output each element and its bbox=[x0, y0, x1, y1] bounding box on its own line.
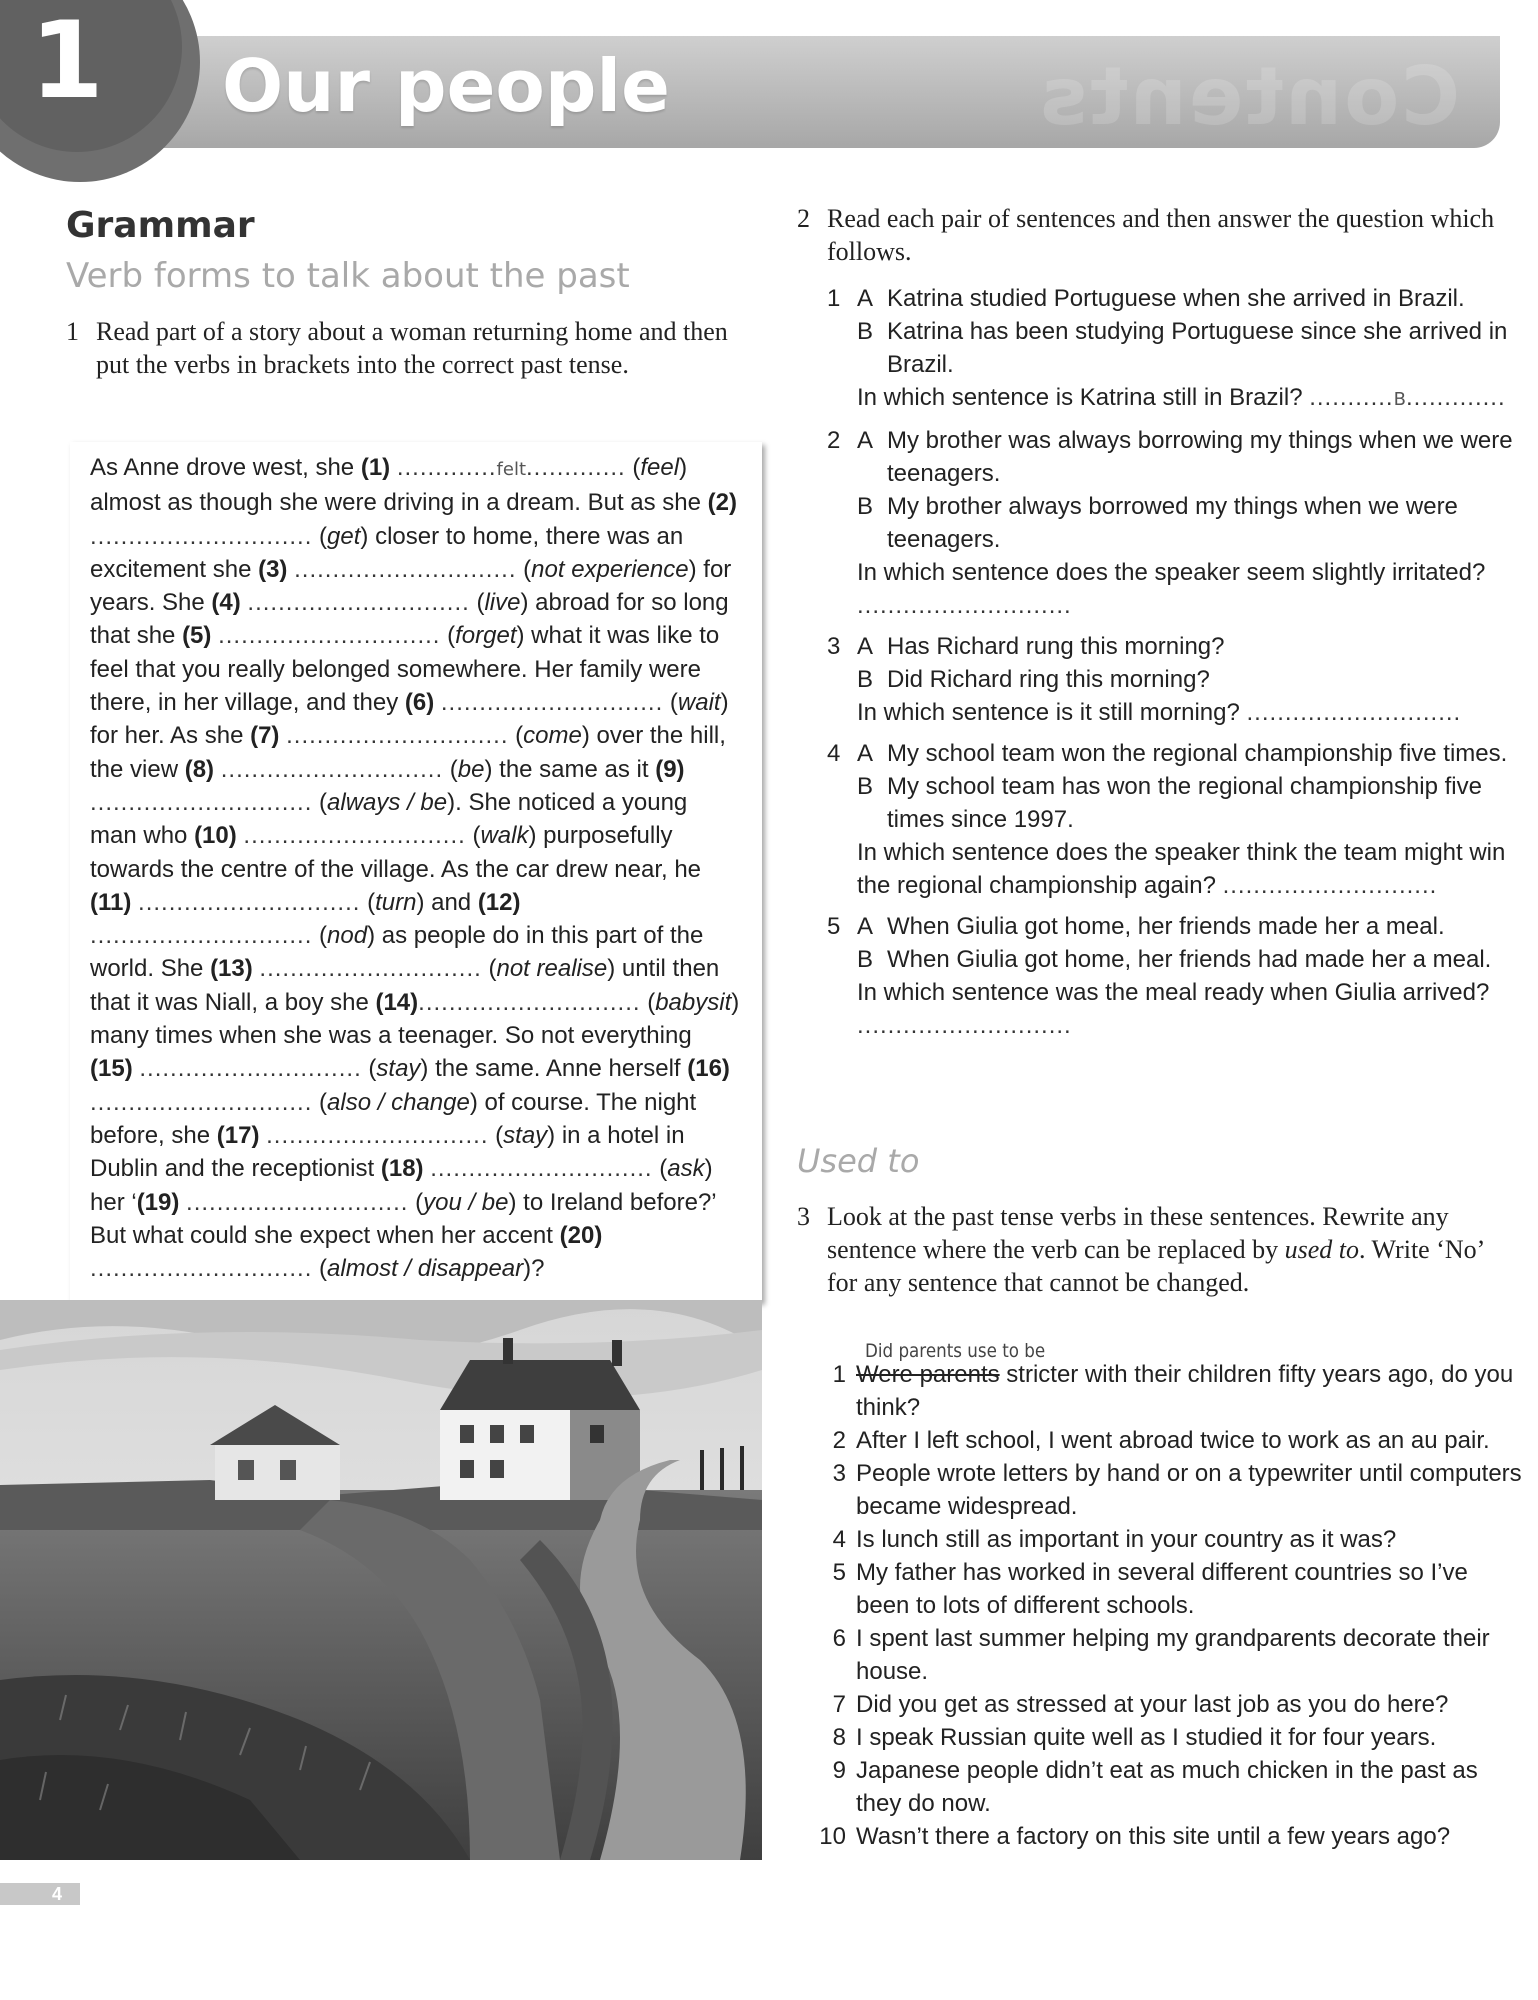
exercise-3-list bbox=[812, 1358, 1527, 1853]
question-option-a bbox=[827, 737, 1527, 770]
question-number: 4 bbox=[827, 740, 841, 767]
instruction-part: . Write ‘No’ for any sentence that cannot be changed. bbox=[827, 1235, 1484, 1297]
question-option-b bbox=[827, 943, 1527, 976]
page-number-tab bbox=[0, 1883, 80, 1905]
used-to-heading: Used to bbox=[797, 1142, 920, 1180]
handwritten-answer: felt bbox=[496, 459, 527, 480]
section-title: Grammar bbox=[66, 205, 255, 246]
story-text: As Anne drove west, she (1) .............felt............. (feel) almost as though she were driving in a dream. But as she (2) ............................. (get) closer to home, there was an excitement she (3) ............................. (not experience) for years. She (4) ............................. (live) abroad for so long that she (5) ............................. (forget) what it was like to feel that you really belonged somewhere. Her family were there, in her village, and they (6) ............................. (wait) for her. As she (7) ............................. (come) over the hill, the view (8) ............................. (be) the same as it (9) ............................. (always / be). She noticed a young man who (10) ............................. (walk) purposefully towards the centre of the village. As the car drew near, he (11) ............................. (turn) and (12) ............................. (nod) as people do in this part of the world. She (13) ............................. (not realise) until then that it was Niall, a boy she (14)............................. (babysit) many times when she was a teenager. So not everything (15) ............................. (stay) the same. Anne herself (16) ............................. (also / change) of course. The night before, she (17) ............................. (stay) in a hotel in Dublin and the receptionist (18) ............................. (ask) her ‘(19) ............................. (you / be) to Ireland before?’ But what could she expect when her accent (20) ............................. (almost / disappear)? bbox=[90, 454, 740, 1283]
exercise-text: Read each pair of sentences and then answer the question which follows. bbox=[827, 204, 1495, 266]
struck-text: Were parents bbox=[856, 1361, 1000, 1388]
question-option-a bbox=[827, 424, 1527, 490]
banner-watermark-text: Contents bbox=[1038, 50, 1460, 143]
item-number: 8 bbox=[832, 1724, 846, 1751]
option-letter: A bbox=[857, 740, 874, 767]
item-text: After I left school, I went abroad twice to work as an au pair. bbox=[856, 1427, 1490, 1454]
handwritten-answer: B bbox=[1393, 389, 1406, 410]
option-text: When Giulia got home, her friends made her a meal. bbox=[887, 913, 1445, 940]
list-item bbox=[812, 1820, 1527, 1853]
exercise-number: 1 bbox=[66, 317, 79, 346]
item-number: 6 bbox=[832, 1625, 846, 1652]
question-option-a bbox=[827, 630, 1527, 663]
handwritten-correction: Did parents use to be bbox=[865, 1340, 1046, 1362]
option-text: My school team won the regional championship five times. bbox=[887, 740, 1508, 767]
option-letter: A bbox=[857, 427, 874, 454]
list-item bbox=[827, 424, 1527, 622]
list-item bbox=[812, 1523, 1527, 1556]
question-option-b bbox=[827, 663, 1527, 696]
item-text: I speak Russian quite well as I studied it for four years. bbox=[856, 1724, 1437, 1751]
option-letter: A bbox=[857, 285, 874, 312]
item-text: Japanese people didn’t eat as much chicken in the past as they do now. bbox=[856, 1757, 1478, 1817]
option-letter: B bbox=[857, 318, 874, 345]
question-option-b bbox=[827, 770, 1527, 836]
item-number: 4 bbox=[832, 1526, 846, 1553]
list-item bbox=[827, 910, 1527, 1042]
option-letter: B bbox=[857, 666, 874, 693]
option-text: Katrina has been studying Portuguese since she arrived in Brazil. bbox=[887, 318, 1508, 378]
item-text: People wrote letters by hand or on a typewriter until computers became widespread. bbox=[856, 1460, 1522, 1520]
option-text: Has Richard rung this morning? bbox=[887, 633, 1225, 660]
question-number: 2 bbox=[827, 427, 841, 454]
question-option-a bbox=[827, 282, 1527, 315]
option-text: My school team has won the regional championship five times since 1997. bbox=[887, 773, 1482, 833]
item-number: 9 bbox=[832, 1757, 846, 1784]
list-item bbox=[827, 282, 1527, 416]
exercise-text: Read part of a story about a woman returning home and then put the verbs in brackets into the correct past tense. bbox=[96, 317, 728, 379]
question-prompt: In which sentence does the speaker think the team might win the regional championship again? ............................ bbox=[857, 839, 1506, 899]
exercise-2-list bbox=[827, 282, 1527, 1050]
option-text: Did Richard ring this morning? bbox=[887, 666, 1210, 693]
question-prompt: In which sentence is Katrina still in Brazil? ...........B............. bbox=[857, 384, 1506, 411]
list-item bbox=[812, 1721, 1527, 1754]
option-text: My brother was always borrowing my things when we were teenagers. bbox=[887, 427, 1513, 487]
option-letter: B bbox=[857, 946, 874, 973]
list-item bbox=[812, 1358, 1527, 1424]
question-number: 1 bbox=[827, 285, 841, 312]
list-item bbox=[812, 1754, 1527, 1820]
item-text: My father has worked in several different countries so I’ve been to lots of different schools. bbox=[856, 1559, 1468, 1619]
question-prompt: In which sentence was the meal ready when Giulia arrived? ............................ bbox=[857, 979, 1490, 1039]
item-number: 2 bbox=[832, 1427, 846, 1454]
exercise-3-instruction bbox=[797, 1200, 1517, 1299]
question-prompt: In which sentence is it still morning? ............................ bbox=[857, 699, 1462, 726]
landscape-photo bbox=[0, 1300, 762, 1860]
item-text: I spent last summer helping my grandparents decorate their house. bbox=[856, 1625, 1490, 1685]
item-text: Wasn’t there a factory on this site until a few years ago? bbox=[856, 1823, 1451, 1850]
question-text: In which sentence was the meal ready when Giulia arrived? bbox=[857, 979, 1490, 1006]
option-letter: B bbox=[857, 493, 874, 520]
item-number: 1 bbox=[832, 1361, 846, 1388]
question-text: In which sentence does the speaker think the team might win the regional championship again? bbox=[857, 839, 1506, 899]
item-number: 10 bbox=[819, 1823, 846, 1850]
section-subtitle: Verb forms to talk about the past bbox=[66, 256, 630, 296]
list-item bbox=[812, 1424, 1527, 1457]
item-text: stricter with their children fifty years ago, do you think? bbox=[856, 1361, 1514, 1421]
story-box bbox=[70, 442, 762, 1302]
question-text: In which sentence does the speaker seem slightly irritated? bbox=[857, 559, 1486, 586]
exercise-text bbox=[797, 1200, 1517, 1299]
option-letter: A bbox=[857, 633, 874, 660]
question-number: 3 bbox=[827, 633, 841, 660]
item-number: 3 bbox=[832, 1460, 846, 1487]
list-item bbox=[812, 1622, 1527, 1688]
instruction-part: Look at the past tense verbs in these sentences. Rewrite any sentence where the verb can be replaced by bbox=[827, 1202, 1449, 1264]
option-letter: A bbox=[857, 913, 874, 940]
exercise-1-instruction bbox=[66, 315, 766, 381]
instruction-emphasis: used to bbox=[1284, 1235, 1360, 1264]
question-text: In which sentence is it still morning? bbox=[857, 699, 1240, 726]
item-text: Did you get as stressed at your last job as you do here? bbox=[856, 1691, 1449, 1718]
list-item bbox=[812, 1556, 1527, 1622]
page-number: 4 bbox=[52, 1884, 63, 1904]
option-text: My brother always borrowed my things when we were teenagers. bbox=[887, 493, 1458, 553]
exercise-number: 2 bbox=[797, 204, 810, 233]
option-text: Katrina studied Portuguese when she arrived in Brazil. bbox=[887, 285, 1465, 312]
question-text: In which sentence is Katrina still in Brazil? bbox=[857, 384, 1303, 411]
item-text: Is lunch still as important in your country as it was? bbox=[856, 1526, 1397, 1553]
option-text: When Giulia got home, her friends had made her a meal. bbox=[887, 946, 1492, 973]
option-letter: B bbox=[857, 773, 874, 800]
countryside-house-illustration bbox=[0, 1300, 762, 1860]
question-number: 5 bbox=[827, 913, 841, 940]
exercise-2-instruction bbox=[797, 202, 1497, 268]
unit-number: 1 bbox=[30, 0, 104, 122]
item-number: 7 bbox=[832, 1691, 846, 1718]
list-item bbox=[827, 630, 1527, 729]
question-option-b bbox=[827, 315, 1527, 381]
list-item bbox=[812, 1688, 1527, 1721]
question-prompt: In which sentence does the speaker seem slightly irritated? ............................ bbox=[857, 559, 1486, 619]
item-number: 5 bbox=[832, 1559, 846, 1586]
question-option-b bbox=[827, 490, 1527, 556]
question-option-a bbox=[827, 910, 1527, 943]
exercise-number: 3 bbox=[797, 1202, 810, 1231]
unit-title: Our people bbox=[222, 44, 670, 128]
list-item bbox=[827, 737, 1527, 902]
list-item bbox=[812, 1457, 1527, 1523]
